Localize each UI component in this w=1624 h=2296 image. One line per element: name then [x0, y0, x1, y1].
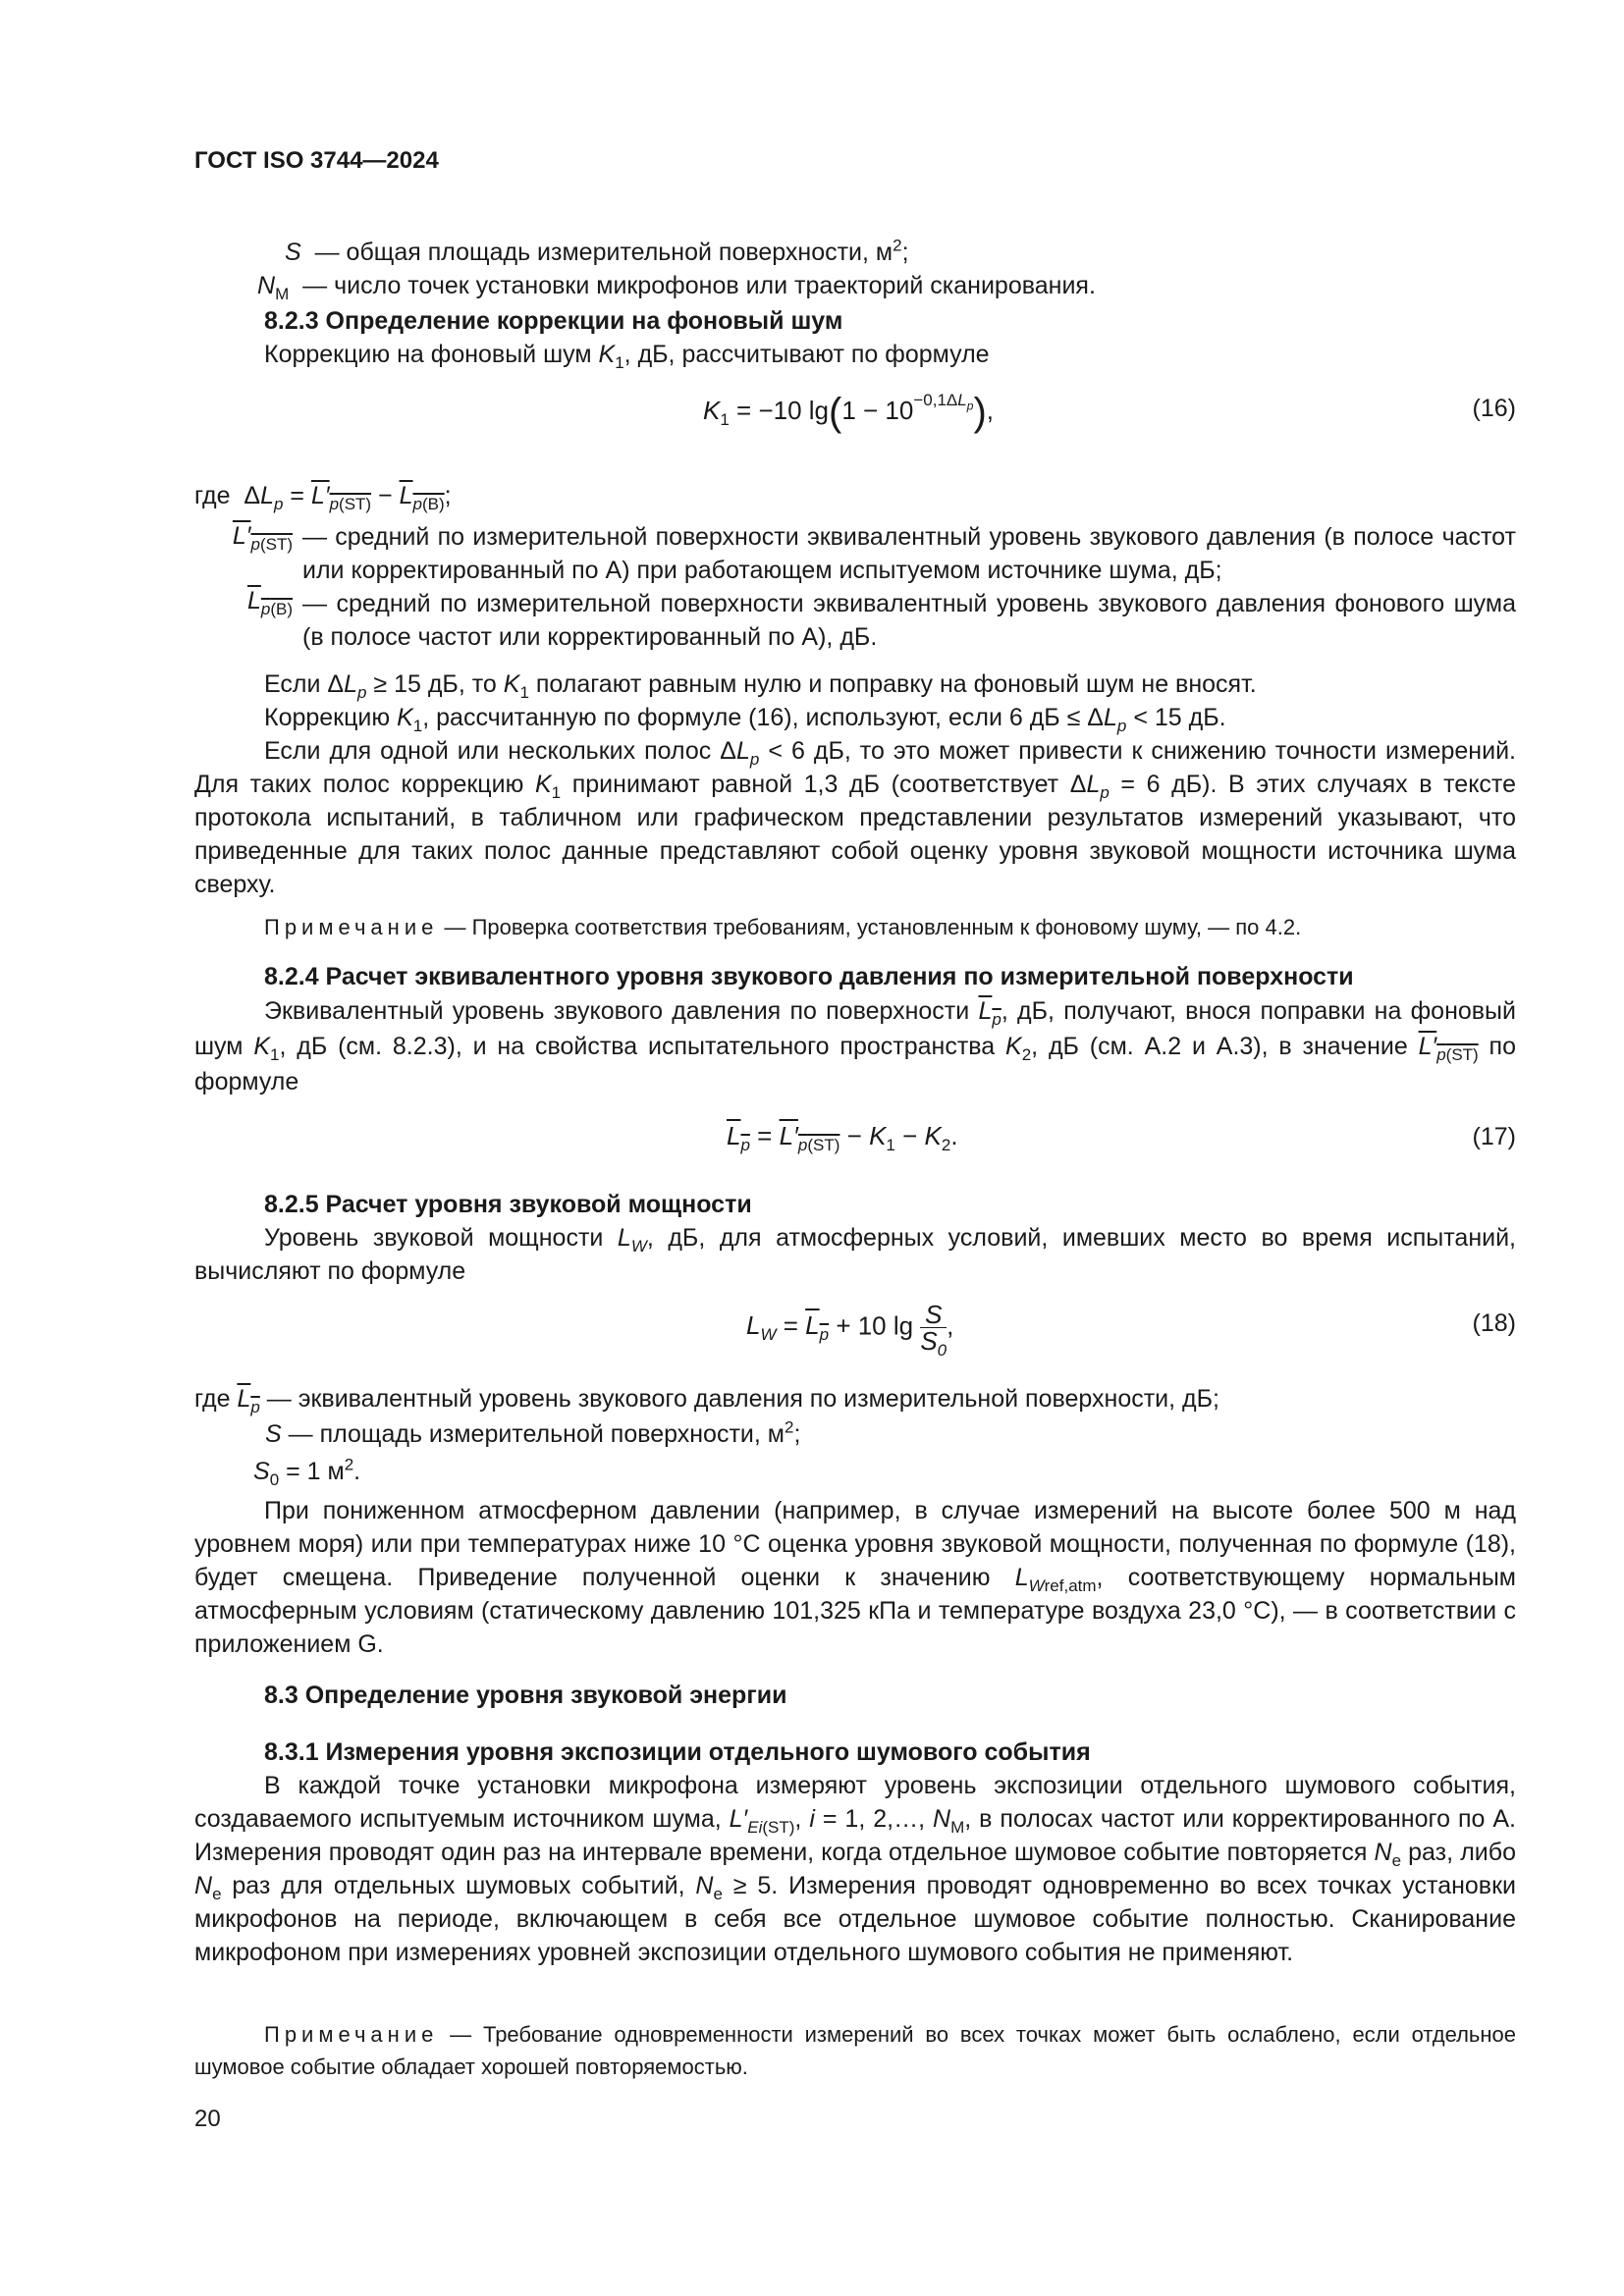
def2-text: — средний по измерительной поверхности эквивалентный уровень звукового давления фонового шума (в полосе частот или корректированный по А), дБ.: [302, 590, 1516, 651]
def-S-text: — общая площадь измерительной поверхности, $м^2$;: [314, 236, 909, 266]
heading-8-3-1: 8.3.1 Измерения уровня экспозиции отдельного шумового события: [264, 1738, 1091, 1766]
s83-p1: В каждой точке установки микрофона измеряют уровень экспозиции отдельного шумового события, создаваемого испытуемым источником шума, $L'_{Ei(ST)}$, i = 1, 2,…, $N_M$, в полосах частот или корректированного по А. Измерения проводят один раз на интервале времени, когда отдельное шумовое событие повторяется $N_e$ раз, либо $N_e$ раз для отдельных шумовых событий, $N_e \ge 5$. Измерения проводят одновременно во всех точках установки микрофонов на периоде, включающем в себя все отдельное шумовое событие полностью. Сканирование микрофоном при измерениях уровней экспозиции отдельного шумового события не применяют.: [194, 1772, 1516, 1966]
def2-sym: $L_{p(B)}$: [246, 587, 293, 618]
eqno-18: (18): [1472, 1309, 1516, 1337]
s823-p3: Если для одной или нескольких полос $\Delta L_p < 6$ дБ, то это может привести к снижению точности измерений. Для таких полос коррекцию $K_1$ принимают равной 1,3 дБ (соответствует $\Delta L_p = 6$ дБ). В этих случаях в тексте протокола испытаний, в табличном или графическом представлении результатов измерений указывают, что приведенные для таких полос данные представляют собой оценку уровня звуковой мощности источника шума сверху.: [194, 737, 1516, 898]
heading-8-2-4: 8.2.4 Расчет эквивалентного уровня звукового давления по измерительной поверхности: [264, 963, 1354, 990]
document-header: ГОСТ ISO 3744—2024: [194, 147, 439, 174]
formula-18: $L_W = L_p + 10$ lg $\frac{S}{S_0}$ ,: [746, 1300, 954, 1361]
def-S: S — общая площадь измерительной поверхности, $м^2$;: [285, 236, 909, 266]
heading-8-3: 8.3 Определение уровня звуковой энергии: [264, 1682, 787, 1709]
formula-17: $L_p = L'_{p(ST)} - K_1 - K_2$.: [727, 1121, 958, 1155]
page-number: 20: [194, 2106, 221, 2132]
def1-text: — средний по измерительной поверхности эквивалентный уровень звукового давления (в полосе частот или корректированный по А) при работающем испытуемом источнике шума, дБ;: [302, 523, 1516, 584]
s824-p1: Эквивалентный уровень звукового давления по поверхности $L_p$, дБ, получают, внося поправки на фоновый шум $K_1$, дБ (см. 8.2.3), и на свойства испытательного пространства $K_2$, дБ (см. А.2 и А.3), в значение $L'_{p(ST)}$ по формуле: [194, 997, 1516, 1095]
note-1: Примечание — Проверка соответствия требованиям, установленным к фоновому шуму, — по 4.2.: [264, 915, 1302, 939]
eqno-16: (16): [1472, 395, 1516, 422]
heading-8-2-5: 8.2.5 Расчет уровня звуковой мощности: [264, 1191, 752, 1218]
note-2: Примечание — Требование одновременности измерений во всех точках может быть ослаблено, если отдельное шумовое событие обладает хорошей повторяемостью.: [194, 2022, 1516, 2079]
def-NM: $N_M$ — число точек установки микрофонов или траекторий сканирования.: [257, 272, 1096, 303]
s823-p2: Коррекцию $K_1$, рассчитанную по формуле (16), используют, если 6 дБ ≤ $\Delta L_p < 15$ дБ.: [264, 704, 1226, 735]
s825-def3: $S_0 = 1$ $м^2$.: [253, 1455, 361, 1489]
s825-def2: S — площадь измерительной поверхности, $м^2$;: [265, 1417, 801, 1448]
where-delta-lp: где $\Delta L_p = L'_{p(ST)} - L_{p(B)}$;: [194, 482, 452, 513]
s825-def1: где $L_p$ — эквивалентный уровень звукового давления по измерительной поверхности, дБ;: [194, 1385, 1219, 1416]
s823-p1: Если $\Delta L_p \ge 15$ дБ, то $K_1$ полагают равным нулю и поправку на фоновый шум не вносят.: [264, 670, 1257, 702]
eqno-17: (17): [1472, 1123, 1516, 1150]
heading-8-2-3: 8.2.3 Определение коррекции на фоновый шум: [264, 307, 843, 335]
s825-p2: При пониженном атмосферном давлении (например, в случае измерений на высоте более 500 м над уровнем моря) или при температурах ниже 10 °С оценка уровня звуковой мощности, полученная по формуле (18), будет смещена. Приведение полученной оценки к значению $L_{Wref,atm}$, соответствующему нормальным атмосферным условиям (статическому давлению 101,325 кПа и температуре воздуха 23,0 °С), — в соответствии с приложением G.: [194, 1497, 1516, 1658]
s823-intro: Коррекцию на фоновый шум $K_1$, дБ, рассчитывают по формуле: [264, 341, 990, 372]
def1-sym: $L'_{p(ST)}$: [232, 522, 293, 554]
s825-p1: Уровень звуковой мощности $L_W$, дБ, для атмосферных условий, имевших место во время испытаний, вычисляют по формуле: [194, 1224, 1516, 1285]
formula-16: $K_1 = -10$ $\lg(1 - 10^{-0,1\Delta L_p})$,: [703, 391, 994, 434]
